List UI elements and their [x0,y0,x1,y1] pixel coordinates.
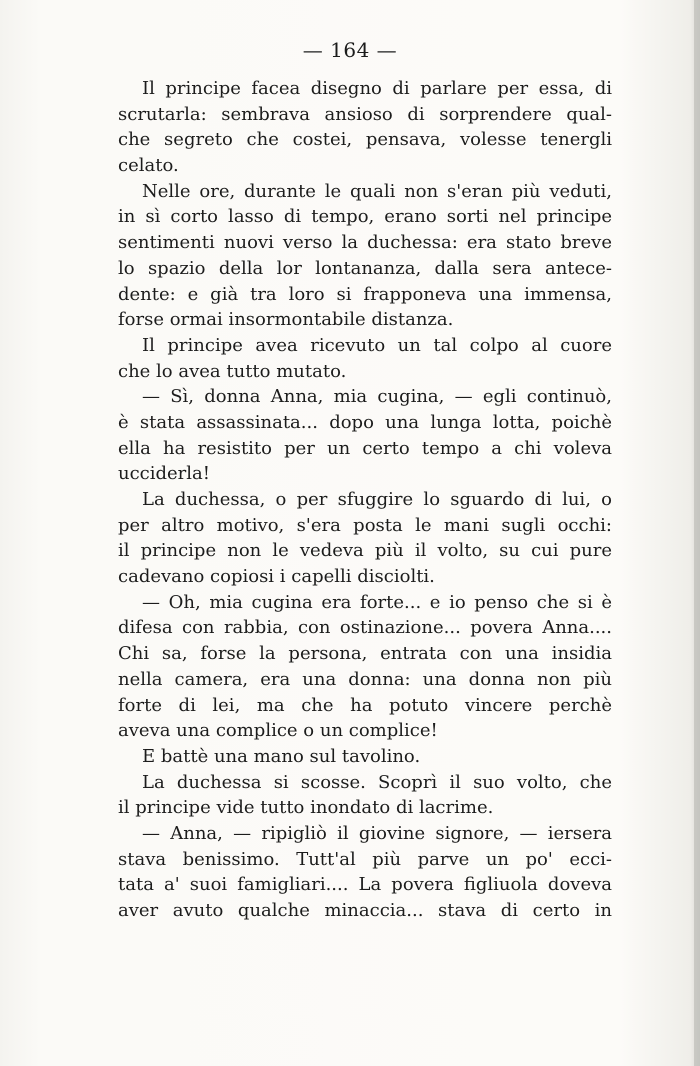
text-line: La duchessa si scosse. Scoprì il suo volto, che [142,771,612,793]
text-line: cadevano copiosi i capelli disciolti. [118,566,435,588]
text-line: ella ha resistito per un certo tempo a chi voleva [118,437,612,459]
text-line: il principe vide tutto inondato di lacrime. [118,797,494,819]
text-line: in sì corto lasso di tempo, erano sorti nel principe [118,206,612,228]
text-line: per altro motivo, s'era posta le mani sugli occhi: [118,514,612,536]
text-line: ucciderla! [118,463,211,485]
text-line: forte di lei, ma che ha potuto vincere perchè [118,694,612,716]
text-line: Il principe facea disegno di parlare per essa, di [142,78,612,99]
text-line: sentimenti nuovi verso la duchessa: era stato breve [118,232,612,254]
text-line: E battè una mano sul tavolino. [142,745,421,767]
text-line: aver avuto qualche minaccia... stava di certo in [118,900,612,921]
text-line: nella camera, era una donna: una donna non più [118,668,612,690]
text-line: difesa con rabbia, con ostinazione... povera Anna.... [118,617,612,639]
text-line: Il principe avea ricevuto un tal colpo al cuore [142,334,612,356]
text-line: forse ormai insormontabile distanza. [118,309,454,331]
text-line: dente: e già tra loro si frapponeva una immensa, [118,283,612,305]
text-line: aveva una complice o un complice! [118,720,438,742]
text-line: stava benissimo. Tutt'al più parve un po' ecci- [118,848,612,870]
text-line: Nelle ore, durante le quali non s'eran più veduti, [142,180,612,202]
text-line: scrutarla: sembrava ansioso di sorprendere qual- [118,103,612,125]
text-line: celato. [118,155,179,177]
text-line: — Sì, donna Anna, mia cugina, — egli continuò, [142,386,612,408]
text-line: il principe non le vedeva più il volto, su cui pure [118,540,612,562]
page-edge-shadow [694,0,700,1066]
body-text [118,76,612,924]
text-line: è stata assassinata... dopo una lunga lotta, poichè [118,411,612,433]
text-line: Chi sa, forse la persona, entrata con una insidia [118,643,612,665]
text-line: — Oh, mia cugina era forte... e io penso che si è [142,591,612,613]
text-line: lo spazio della lor lontananza, dalla sera antece- [118,257,612,279]
text-line: che lo avea tutto mutato. [118,360,347,382]
text-line: che segreto che costei, pensava, volesse tenergli [118,129,612,151]
text-line: tata a' suoi famigliari.... La povera figliuola doveva [118,874,612,896]
page-number: — 164 — [302,38,398,62]
text-line: — Anna, — ripigliò il giovine signore, — iersera [142,822,612,844]
text-line: La duchessa, o per sfuggire lo sguardo di lui, o [142,489,612,510]
